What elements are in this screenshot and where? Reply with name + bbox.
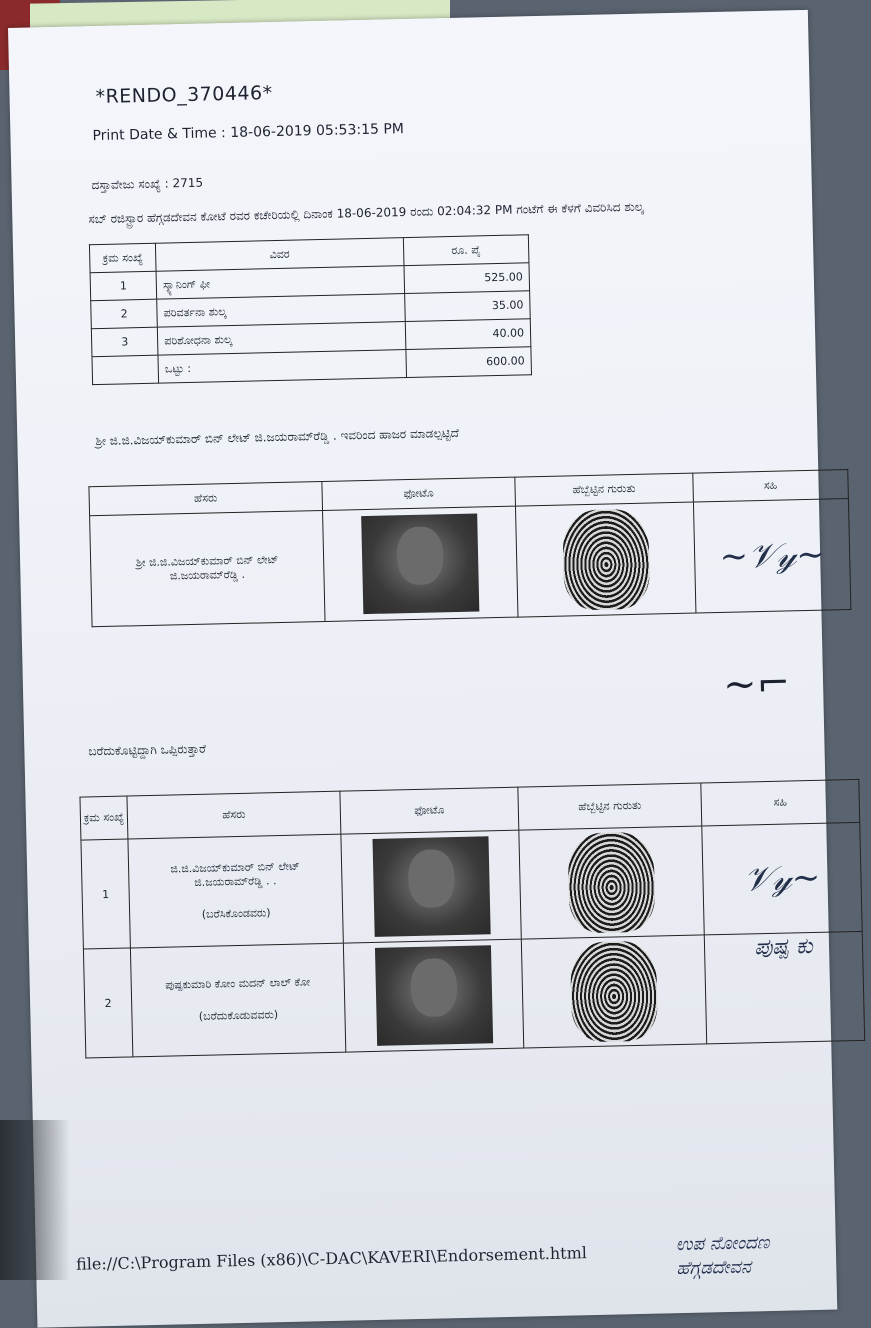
print-label: Print Date & Time : — [92, 125, 226, 145]
fee-sl: 1 — [90, 271, 157, 300]
fee-col-desc: ವಿವರ — [156, 238, 404, 272]
fee-sl: 3 — [91, 327, 158, 356]
fee-desc: ಪರಿಶೋಧನಾ ಶುಲ್ಕ — [158, 322, 406, 356]
fee-total-value: 600.00 — [406, 347, 532, 378]
file-path-footer: file://C:\Program Files (x86)\C-DAC\KAVERI\Endorsement.html — [75, 1243, 588, 1274]
exec-photo — [374, 945, 492, 1046]
exec-thumbprint — [570, 941, 658, 1043]
stamp-line-2: ಹೆಗ್ಗಡದೇವನ — [676, 1256, 752, 1280]
party-col-name: ಹೆಸರು — [89, 481, 323, 515]
exec-sl: 1 — [81, 839, 130, 949]
party-photo — [361, 513, 479, 614]
table-row — [83, 931, 864, 1058]
party-name: ಶ್ರೀ ಜಿ.ಜಿ.ವಿಜಯ್‌ಕುಮಾರ್ ಬಿನ್ ಲೇಟ್ ಜಿ.ಜಯರಾಮ್‌ರೆಡ್ಡಿ . — [90, 510, 325, 626]
fee-sl: 2 — [91, 299, 158, 328]
document-page — [8, 10, 837, 1328]
docnum-value: 2715 — [172, 175, 204, 191]
exec-signature: 𝒱𝓎~ — [743, 857, 821, 900]
exec-sl: 2 — [83, 948, 132, 1058]
party-table — [88, 469, 851, 627]
exec-col-sign: ಸಹಿ — [701, 779, 860, 826]
official-stamp — [676, 1231, 771, 1281]
exec-col-photo: ಫೋಟೊ — [340, 787, 519, 834]
exec-thumbprint — [567, 832, 655, 934]
executant-table — [79, 779, 865, 1059]
exec-col-sl: ಕ್ರಮ ಸಂಖ್ಯೆ — [80, 796, 128, 840]
fee-desc: ಸ್ಕ್ಯಾನಿಂಗ್ ಫೀ — [156, 266, 404, 300]
print-datetime — [92, 121, 404, 144]
marginal-scribble: ~⌐ — [722, 660, 791, 708]
exec-photo — [372, 836, 490, 937]
docnum-label: ದಸ್ತಾವೇಜು ಸಂಖ್ಯೆ : — [91, 176, 169, 193]
exec-col-name: ಹೆಸರು — [127, 791, 341, 839]
fee-amount: 35.00 — [404, 291, 530, 322]
fee-table — [89, 234, 532, 385]
party-col-thumb: ಹೆಬ್ಬೆಟ್ಟಿನ ಗುರುತು — [515, 473, 694, 506]
exec-role: (ಬರೆದುಕೊಡುವವರು) — [198, 1008, 279, 1023]
party-signature: ~𝒱𝓎~ — [719, 534, 826, 577]
presented-line: ಶ್ರೀ ಜಿ.ಜಿ.ವಿಜಯ್‌ಕುಮಾರ್ ಬಿನ್ ಲೇಟ್ ಜಿ.ಜಯರಾಮ್‌ರೆಡ್ಡಿ . ಇವರಿಂದ ಹಾಜರ ಮಾಡಲ್ಪಟ್ಟಿದೆ — [95, 425, 460, 449]
fee-col-amount: ರೂ. ಪೈ — [403, 235, 529, 266]
exec-name: ಜಿ.ಜಿ.ವಿಜಯ್‌ಕುಮಾರ್ ಬಿನ್ ಲೇಟ್ ಜಿ.ಜಯರಾಮ್‌ರೆಡ್ಡಿ . . — [170, 859, 300, 889]
exec-name: ಪುಷ್ಪಕುಮಾರಿ ಕೋಂ ಮದನ್ ಲಾಲ್ ಕೋ — [165, 975, 311, 992]
fee-amount: 40.00 — [405, 319, 531, 350]
table-row — [81, 822, 862, 949]
party-col-sign: ಸಹಿ — [693, 470, 849, 503]
photo-shadow — [0, 1120, 70, 1280]
stamp-line-1: ಉಪ ನೋಂದಣ — [675, 1232, 770, 1256]
fee-desc: ಪರಿವರ್ತನಾ ಶುಲ್ಕ — [157, 294, 405, 328]
table-row — [90, 499, 851, 627]
document-number — [91, 176, 203, 194]
exec-signature: ಪುಷ್ಪ ಕು — [754, 933, 814, 961]
fee-total-label: ಒಟ್ಟು : — [158, 350, 406, 384]
intro-line: ಸಬ್ ರಜಿಸ್ಟ್ರಾರ ಹೆಗ್ಗಡದೇವನ ಕೋಟೆ ರವರ ಕಚೇರಿಯಲ್ಲಿ ದಿನಾಂಕ 18-06-2019 ರಂದು 02:04:32 PM ಗಂಟೆಗೆ ಈ ಕೆಳಗೆ ವಿವರಿಸಿದ ಶುಲ್ಕ — [88, 199, 644, 227]
document-id: *RENDO_370446* — [95, 82, 273, 109]
acceptance-line: ಬರೆದುಕೊಟ್ಟಿದ್ದಾಗಿ ಒಪ್ಪಿರುತ್ತಾರೆ — [88, 741, 207, 759]
party-thumbprint — [562, 509, 650, 611]
fee-col-sl: ಕ್ರಮ ಸಂಖ್ಯೆ — [89, 243, 156, 272]
print-value: 18-06-2019 05:53:15 PM — [230, 121, 405, 141]
exec-role: (ಬರೆಸಿಕೊಂಡವರು) — [201, 906, 271, 921]
exec-col-thumb: ಹೆಬ್ಬೆಟ್ಟಿನ ಗುರುತು — [518, 783, 702, 830]
fee-amount: 525.00 — [404, 263, 530, 294]
party-col-photo: ಫೋಟೊ — [322, 477, 516, 510]
